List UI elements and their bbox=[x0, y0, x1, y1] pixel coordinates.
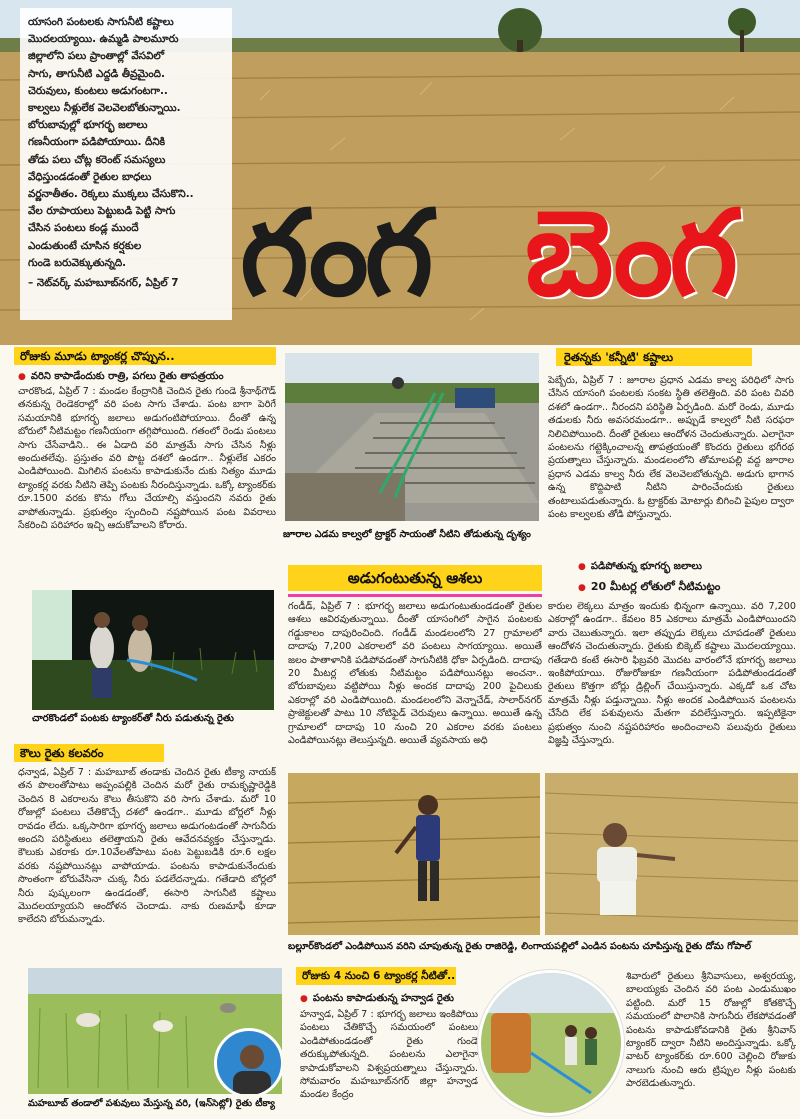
farmer-rajireddy-photo bbox=[288, 773, 540, 935]
headline-ganga: గంగ bbox=[240, 183, 430, 322]
article-body: గండీడ్, ఏప్రిల్ 7 : భూగర్భ జలాలు అడుగంటుతుండడంతో రైతుల ఆశలు ఆవిరవుతున్నాయి. దీంతో యాసంగిలో సాగైన పంటలకు గడ్డుకాలం దాపురించింది. గండీడ్ మండలంలోని 27 గ్రామాలలో దాదాపు 7,200 ఎకరాలలో వరి పంటలు సాగయ్యాయి. అయితే జలం పాతాళానికి పడిపోవడంతో సాగునీటికి ధోకా ఏర్పడింది. దాదాపు 20 మీటర్ల లోతుకు నీటిమట్టం పడిపోయినట్లు అంచనా.. బోరుబావులు వట్టిపోయి నీళ్లు అందక దాదాపు 200 పైచిలుకు ఎకరాల్లో వరి ఎండిపోయింది. మండలంలోని వెన్నాచేడ్, సాలార్‌నగర్ ప్రాజెక్టులతో పాటు 10 నోటిఫైడ్ చెరువులు ఉన్నాయి. అయితే ఉన్న గ్రామాలలో దాదాపు 10 నుంచి 20 ఎకరాల వరకు పంటలు ఎండిపోయినట్లు తెలుస్తున్నది. అయితే వ్యవసాయ అధి bbox=[288, 601, 542, 747]
photo-caption: బల్లూర్‌కొండలో ఎండిపోయిన వరిని చూపుతున్న రైతు రాజిరెడ్డి, లింగాయపల్లిలో ఎండిన పంటను చూపిస్తున్న రైతు దోమ గోపాల్ bbox=[288, 941, 752, 952]
sub-bullet: ● 20 మీటర్ల లోతులో నీటిమట్టం bbox=[578, 580, 788, 595]
hero-banner bbox=[0, 0, 800, 345]
intro-line: వర్ణనాతీతం. రెక్కలు ముక్కలు చేసుకొని.. bbox=[28, 188, 194, 201]
inset-portrait-photo bbox=[214, 1028, 282, 1094]
intro-line: గణనీయంగా పడిపోయాయి. దీనికి bbox=[28, 136, 166, 149]
section-heading: రోజుకు మూడు ట్యాంకర్ల చొప్పున.. bbox=[14, 347, 276, 365]
intro-line: ఎండుతుంటే చూసిన కర్షకుల bbox=[28, 239, 142, 252]
byline: – నెట్‌వర్క్ మహబూబ్‌నగర్, ఏప్రిల్ 7 bbox=[28, 277, 179, 290]
photo-caption: చారకొండలో పంటకు ట్యాంకర్‌తో నీరు పడుతున్న రైతు bbox=[32, 713, 234, 724]
intro-line: గుండె బరువెక్కుతున్నది. bbox=[28, 256, 127, 269]
intro-line: యాసంగి పంటలకు సాగునీటి కష్టాలు bbox=[28, 16, 174, 28]
sub-bullet: ● పడిపోతున్న భూగర్భ జలాలు bbox=[578, 560, 788, 574]
headline-benga: బెంగ bbox=[525, 183, 735, 322]
intro-line: వేల రూపాయలు పెట్టుబడి పెట్టి సాగు bbox=[28, 205, 176, 218]
article-body: పెబ్బేరు, ఏప్రిల్ 7 : జూరాల ప్రధాన ఎడమ కాల్వ పరిధిలో సాగు చేసిన యాసంగి పంటలకు సంకట స్థితి తలెత్తింది. వరి పంట చివరి దశలో ఉండగా.. నీరందని పరిస్థితి ఏర్పడింది. మరో రెండు, మూడు తడులకు నీరు అవసరమండగా.. అప్పుడే కాల్వలో నీటి సరఫరా నిలిచిపోయింది. దీంతో రైతులు ఆందోళన చెందుతున్నారు. ఎలాగైనా పంటలను గట్టెక్కించాలన్న తాపత్రయంతో కొందరు రైతులు భగీరథ ప్రయత్నాలు చేస్తున్నారు. మండలంలోని తోమాలపల్లి వద్ద జూరాల ప్రధాన ఎడమ కాల్వ నీరు లేక వెలవెలబోతున్నది. అడుగు భాగాన ఉన్న కొద్దిపాటి నీటిని పారించేందుకు రైతులు తంటాలుపడుతున్నారు. ఓ ట్రాక్టర్‌కు మోటార్లు బిగించి పైపుల ద్వారా పంట కాల్వలకు తోడి పోస్తున్నారు. bbox=[548, 375, 794, 521]
section-heading: అడుగంటుతున్న ఆశలు bbox=[288, 565, 542, 591]
intro-line: చెరువులు, కుంటలు అడుగంటగా.. bbox=[28, 84, 168, 97]
intro-line: చేసిన పంటలు కండ్ల ముందే bbox=[28, 222, 139, 235]
article-body-continued: కారుల లెక్కలు మాత్రం ఇందుకు భిన్నంగా ఉన్నాయి. వరి 7,200 ఎకరాల్లో ఉండగా.. కేవలం 85 ఎకరాలు మాత్రమే ఎండిపోయిందని వారు చెబుతున్నారు. ఇలా తప్పుడు లెక్కలు చూపడంతో రైతులు ఆందోళన చెందుతున్నారు. రైతుకు బిక్కెట్ కష్టాలు మొదలయ్యాయి. గతేడాది కంటే ఈసారి ఫిబ్రవరి మొదట వారంలోనే భూగర్భ జలాలు ఇంకిపోయాయి. రోజురోజుకూ గణనీయంగా పడిపోతుండడంతో రైతులు కొత్తగా బోర్లు డ్రిల్లింగ్ చేయిస్తున్నారు. ఎక్కడో ఒక చోట మాత్రమే నీళ్లు పడ్తున్నాయి. నీళ్లు అందక ఎండిపోయిన పంటలను చేసేది లేక పశువులను మేతగా వదిలేస్తున్నారు. ఇప్పటికైనా ప్రభుత్వం నుంచి నష్టపరిహారం అందించాలని పలువురు రైతులు విజ్ఞప్తి చేస్తున్నారు. bbox=[548, 601, 796, 747]
section-heading: రైతన్నకు 'కన్నీటి' కష్టాలు bbox=[556, 348, 752, 366]
intro-text-box bbox=[20, 8, 232, 320]
divider bbox=[288, 594, 542, 597]
section-subhead: ● పంటను కాపాడుతున్న హన్వాడ రైతు bbox=[300, 992, 480, 1006]
intro-line: బోరుబావుల్లో భూగర్భ జలాలు bbox=[28, 119, 148, 132]
hanwada-tanker-photo bbox=[478, 970, 624, 1116]
article-body: హన్వాడ, ఏప్రిల్ 7 : భూగర్భ జలాలు ఇంకిపోయి పంటలు చేతికొచ్చే సమయంలో పంటలు ఎండిపోతుండడంతో రైతు గుండె తరుక్కుపోతున్నది. పంటలను ఎలాగైనా కాపాడుకోవాలని విశ్వప్రయత్నాలు చేస్తున్నారు. సోమవారం మహబూబ్‌నగర్ జిల్లా హన్వాడ మండల కేంద్రం bbox=[300, 1009, 478, 1101]
intro-line: కాల్వలు నీళ్లులేక వెలవెలబోతున్నాయి. bbox=[28, 102, 181, 115]
photo-caption: జూరాల ఎడమ కాల్వలో ట్రాక్టర్ సాయంతో నీటిని తోడుతున్న దృశ్యం bbox=[283, 529, 531, 540]
section-subhead: ● వరిని కాపాడేందుకు రాత్రి, పగలు రైతు తాపత్రయం bbox=[18, 370, 276, 384]
intro-line: వేధిస్తుండడంతో రైతుల బాధలు bbox=[28, 170, 152, 183]
intro-line: జిల్లాలోని పలు ప్రాంతాల్లో వేసవిలో bbox=[28, 50, 165, 63]
farmer-tanker-photo bbox=[32, 590, 274, 710]
intro-line: తోడు పలు చోట్ల కరెంట్ సమస్యలు bbox=[28, 153, 166, 166]
section-heading: రోజుకు 4 నుంచి 6 ట్యాంకర్ల నీటితో.. bbox=[296, 967, 456, 985]
article-body: చారకొండ, ఏప్రిల్ 7 : మండల కేంద్రానికి చెందిన రైతు గుండె శ్రీనాథ్‌గౌడ్ తనకున్న రెండెకరాల్లో వరి పంట సాగు చేశాడు. పంట బాగా పెరిగే సమయానికి భూగర్భ జలాలు అడుగంటిపోయాయి. దీంతో ఉన్న బోరులో నీటిమట్టం గణనీయంగా తగ్గిపోయింది. గతంలో రెండు పంటలు సాగు చేసేవాడిని.. ఈ ఏడాది వరి మాత్రమే సాగు చేసిన నీళ్లు అందుతలేవు. ప్రస్తుతం వరి పొట్ట దశలో ఉండగా.. నీళ్లులేక ఎకరం ఎండిపోయింది. మిగిలిన పంటను కాపాడుకునేం దుకు నిత్యం మూడు ట్యాంకర్ల వరకు నీటిని తెప్పి పంటకు నీరందిస్తున్నాడు. ఒక్కో ట్యాంకర్‌కు రూ.1500 వరకు కొను గోలు చేయాల్సి వస్తుందని నవరు రైతు వాపోతున్నాడు. ప్రభుత్వం స్పందించి నష్టపోయిన పంట వివరాలు సేకరించి పరిహారం ఇచ్చి ఆదుకోవాలని కోరారు. bbox=[18, 386, 276, 532]
intro-line: మొదలయ్యాయి. ఉమ్మడి పాలమూరు bbox=[28, 33, 179, 46]
article-body: ధన్వాడ, ఏప్రిల్ 7 : మహబూబ్ తండాకు చెందిన రైతు టీక్యా నాయక్ తన పొలంతోపాటు అప్పంపల్లికి చెందిన మరో రైతు రామకృష్ణారెడ్డికి చెందిన 8 ఎకరాలను కౌలు తీసుకొని వరి సాగు చేశాడు. మరో 10 రోజుల్లో పంటలు చేతికొచ్చే దశలో ఉండగా.. మూడు బోర్లలో నీళ్లు రావడం లేదు. ఒక్కసారిగా భూగర్భ జలాలు అడుగంటడంతో సాగునీరు అందని పరిస్థితులు తలెత్తాయని రైతు ఆవేదనవ్యక్తం చేస్తున్నాడు. కౌలుకు ఎకరాకు రూ.10వేలతోపాటు పంట పెట్టుబడికి రూ.6 లక్షల వరకు నష్టపోయినట్లు వాపోయాడు. పంటను కాపాడుకునేందుకు సొంతంగా బోరువేసినా చుక్క నీరు పడలేదన్నాడు. గతేడాది బోర్లలో నీరు పుష్కలంగా ఉండడంతో, ఈసారి సాగునీటి కష్టాలు మొదలయ్యాయని ఆందోళన చెందాడు. నాకు రుణమాఫీ కూడా కాలేదని బోరుమన్నాడు. bbox=[18, 767, 276, 926]
photo-caption: మహబూబ్ తండాలో పశువులు మేస్తున్న వరి, (ఇన్‌సెట్లో) రైతు టీక్యా bbox=[28, 1098, 275, 1109]
section-heading: కౌలు రైతు కలవరం bbox=[14, 744, 164, 762]
canal-tractor-photo bbox=[285, 353, 539, 521]
article-body-continued: శివారులో రైతులు శ్రీనివాసులు, అశ్వరయ్య, బాలయ్యకు చెందిన వరి పంట ఎండుముఖం పట్టింది. మరో 15 రోజుల్లో కోతకొచ్చే సమయంలో పొలానికి సాగునీరు లేకపోవడంతో పంటను కాపాడుకోవడానికి రైతు శ్రీనివాస్ ట్యాంకర్ ద్వారా నీటిని అందిస్తున్నాడు. ఒక్కో వాటర్ ట్యాంకర్‌కు రూ.600 చెల్లించి రోజుకు నాలుగు నుంచి ఆరు ట్రిప్పుల నీళ్లు పంటకు పారబెడుతున్నారు. bbox=[626, 971, 796, 1090]
intro-line: సాగు, తాగునీటి ఎద్దడి తీవ్రమైంది. bbox=[28, 67, 165, 80]
farmer-gopal-photo bbox=[545, 773, 798, 935]
grazing-paddy-photo bbox=[28, 968, 282, 1094]
